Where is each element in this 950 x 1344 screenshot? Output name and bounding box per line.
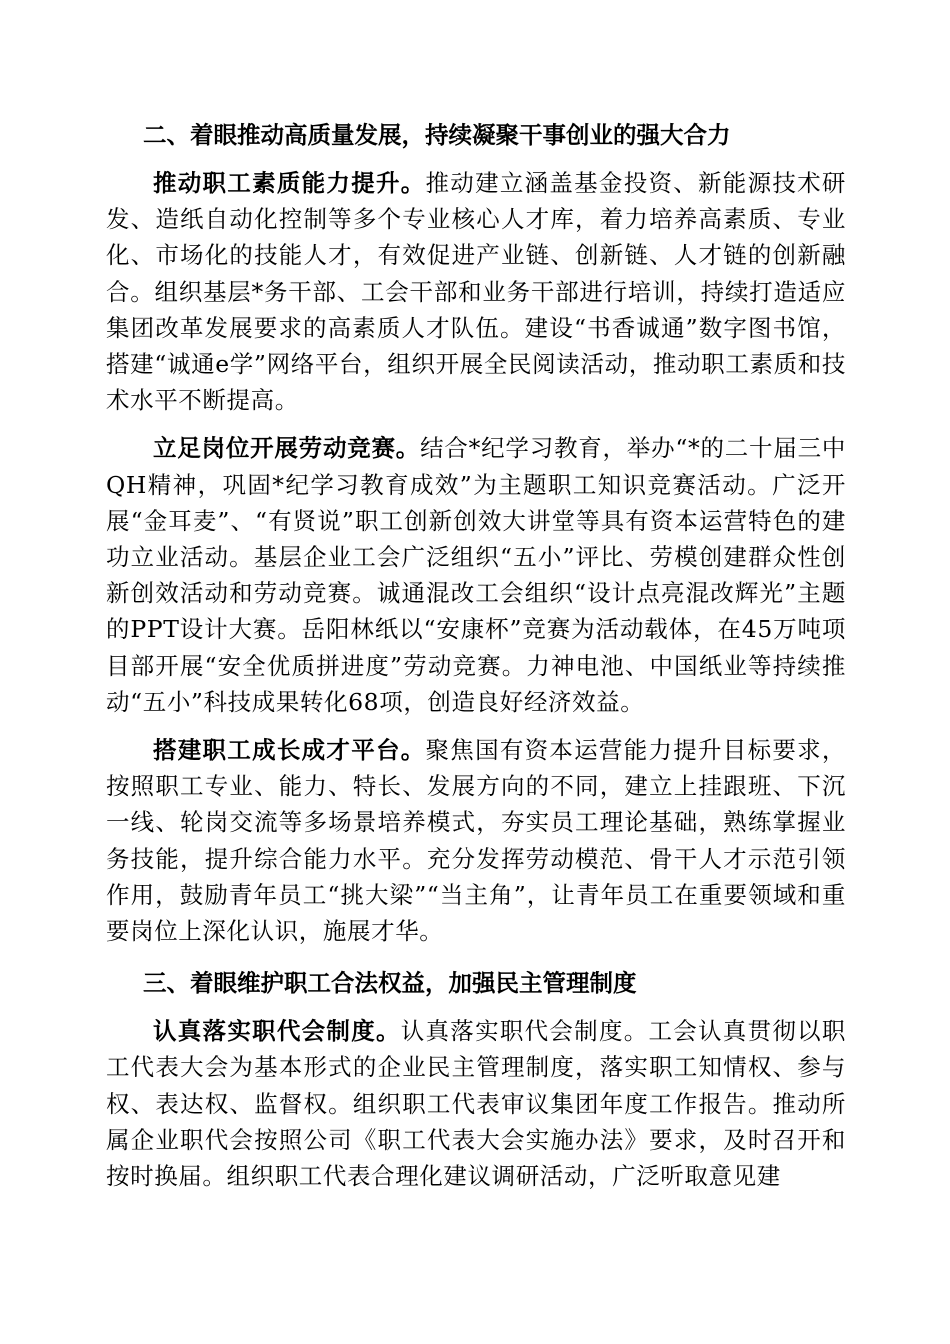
document-page xyxy=(106,113,846,1206)
paragraph-lead: 立足岗位开展劳动竞赛。 xyxy=(153,434,421,463)
section-heading-rights: 三、着眼维护职工合法权益，加强民主管理制度 xyxy=(143,969,637,998)
paragraph-body: 聚焦国有资本运营能力提升目标要求，按照职工专业、能力、特长、发展方向的不同，建立上挂跟班、下沉一线、轮岗交流等多场景培养模式，夯实员工理论基础，熟练掌握业务技能，提升综合能力水平。充分发挥劳动模范、骨干人才示范引领作用，鼓励青年员工“挑大梁”“当主角”，让青年员工在重要领域和重要岗位上深化认识，施展才华。 xyxy=(106,736,846,946)
paragraph-body: 推动建立涵盖基金投资、新能源技术研发、造纸自动化控制等多个专业核心人才库，着力培养高素质、专业化、市场化的技能人才，有效促进产业链、创新链、人才链的创新融合。组织基层*务干部、工会干部和业务干部进行培训，持续打造适应集团改革发展要求的高素质人才队伍。建设“书香诚通”数字图书馆，搭建“诚通e学”网络平台，组织开展全民阅读活动，推动职工素质和技术水平不断提高。 xyxy=(106,169,846,415)
paragraph-congress-system xyxy=(106,1013,846,1194)
paragraph-growth-platform xyxy=(106,732,846,949)
paragraph-lead: 推动职工素质能力提升。 xyxy=(153,169,426,197)
paragraph-body: 认真落实职代会制度。工会认真贯彻以职工代表大会为基本形式的企业民主管理制度，落实职工知情权、参与权、表达权、监督权。组织职工代表审议集团年度工作报告。推动所属企业职代会按照公司《职工代表大会实施办法》要求，及时召开和按时换届。组织职工代表合理化建议调研活动，广泛听取意见建 xyxy=(106,1017,847,1191)
paragraph-labor-competition xyxy=(106,430,846,720)
paragraph-lead: 认真落实职代会制度。 xyxy=(153,1017,401,1046)
paragraph-body: 结合*纪学习教育，举办“*的二十届三中QH精神，巩固*纪学习教育成效”为主题职工知识竞赛活动。广泛开展“金耳麦”、“有贤说”职工创新创效大讲堂等具有资本运营特色的建功立业活动。基层企业工会广泛组织“五小”评比、劳模创建群众性创新创效活动和劳动竞赛。诚通混改工会组织“设计点亮混改辉光”主题的PPT设计大赛。岳阳林纸以“安康杯”竞赛为活动载体，在45万吨项目部开展“安全优质拼进度”劳动竞赛。力神电池、中国纸业等持续推动“五小”科技成果转化68项，创造良好经济效益。 xyxy=(106,434,846,716)
paragraph-staff-quality xyxy=(106,165,846,418)
section-heading-development: 二、着眼推动高质量发展，持续凝聚干事创业的强大合力 xyxy=(143,121,731,149)
paragraph-lead: 搭建职工成长成才平台。 xyxy=(153,736,426,765)
